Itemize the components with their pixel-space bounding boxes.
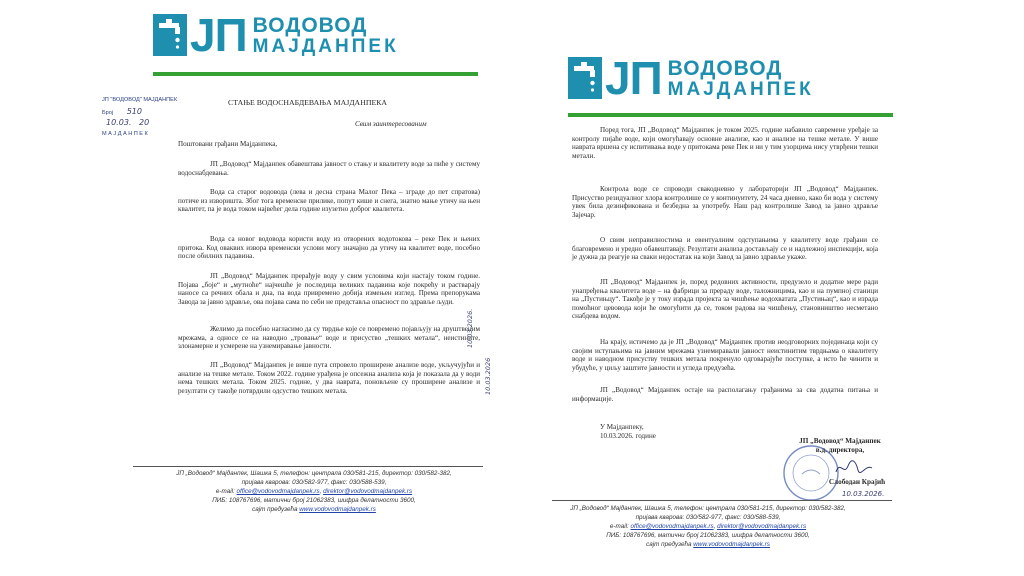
signature-role: в.д. директора,: [815, 445, 865, 454]
stamp-broj-value: 510: [126, 107, 142, 116]
stamp-year-value: 20: [139, 118, 150, 127]
paragraph: ЈП „Водовод“ Мајданпек прерађује воду у свим условима који настају током године. Појава „боје“ и „мутноће“ најчешће је последица великих падавина које покрећу и растварају наносе са речних обала и дна, па вода привремено добија измењен изглед. Према препорукама Завода за јавно здравље, ова појава сама по себи не представља опасност по здравље људи.: [178, 272, 480, 306]
director-email-link[interactable]: direktor@vodovodmajdanpek.rs: [323, 488, 413, 496]
document-title: СТАЊЕ ВОДОСНАБДЕВАЊА МАЈДАНПЕКА: [228, 98, 388, 107]
footer-line: пријава кварова: 030/582-977, факс: 030/588-539,: [635, 514, 781, 522]
footer-site-prefix: сајт предузећа: [646, 541, 694, 549]
stamp-org: ЈП "ВОДОВОД" МАЈДАНПЕК: [102, 97, 178, 103]
signature-block: [782, 437, 898, 454]
document-page-2: [512, 0, 896, 576]
recipients: Свим заинтересованим: [355, 120, 427, 128]
footer-line: пријава кварова: 030/582-977, факс: 030/588-539,: [241, 479, 387, 487]
document-page-1: [102, 0, 500, 576]
paragraph: ЈП „Водовод“ Мајданпек остаје на располагању грађанима за сва додатна питања и информације.: [572, 386, 878, 403]
company-logo: [153, 9, 399, 61]
footer-site-prefix: сајт предузећа: [252, 506, 300, 514]
signatory-name: Слободан Крајић: [828, 478, 886, 486]
paragraph: Вода са новог водовода користи воду из отворених водотокова – реке Пек и њених притока. Код оваквих извора временски услови могу значајно да утичу на квалитет воде, посебно после обилних падавина.: [178, 235, 480, 261]
stamp-date-value: 10.03.: [106, 118, 132, 127]
logo-jp: ЈП: [605, 52, 662, 104]
logo-majdanpek: МАЈДАНПЕК: [667, 78, 814, 100]
logo-vodovod: ВОДОВОД: [667, 56, 783, 80]
paragraph: ЈП „Водовод“ Мајданпек обавештава јавност о стању и квалитету воде за пиће у систему водоснабдевања.: [178, 160, 480, 177]
water-tap-icon: [153, 14, 187, 56]
registry-stamp: [102, 96, 192, 138]
footer: [522, 504, 894, 549]
footer-email-prefix: e-mail:: [609, 523, 631, 531]
office-email-link[interactable]: office@vodovodmajdanpek.rs: [630, 523, 714, 531]
footer-line: ЈП „Водовод“ Мајданпек, Шашка 5, телефон: централа 030/581-215, директор: 030/582-382,: [570, 505, 846, 512]
footer-email-prefix: e-mail:: [215, 488, 237, 496]
footer-line: ПИБ: 108767696, матични број 21062383, шифра делатности 3600,: [212, 497, 416, 505]
footer-divider: [552, 500, 892, 501]
date-line: 10.03.2026. године: [600, 431, 656, 440]
office-email-link[interactable]: office@vodovodmajdanpek.rs: [236, 488, 320, 496]
website-link[interactable]: www.vodovodmajdanpek.rs: [299, 506, 376, 514]
paragraph: О свим неправилностима и евентуалним одступањима у квалитету воде грађани се благовремено и уредно обавештавају. Резултати анализа достављају се и надлежној инспекцији, која је дужна да реагује на сваки недостатак на који Завод за јавно здравље укаже.: [572, 236, 878, 262]
paragraph: На крају, истичемо да је ЈП „Водовод“ Мајданпек против неодговорних појединаца који су својим иступањима на јавним мрежама узнемиравали јавност неистинитим тврдњама о квалитету воде и наводном присуству тешких метала покренуло одговарајуће поступке, а исто ће чинити и убудуће, у циљу заштите јавности и угледа предузећа.: [572, 338, 878, 372]
footer-email-sep: ,: [713, 523, 718, 531]
logo-underline: [568, 113, 893, 117]
footer-email-sep: ,: [319, 488, 324, 496]
director-email-link[interactable]: direktor@vodovodmajdanpek.rs: [717, 523, 807, 531]
signature-org: ЈП „Водовод“ Мајданпек: [799, 437, 881, 445]
logo-vodovod: ВОДОВОД: [252, 13, 368, 37]
paragraph: ЈП „Водовод“ Мајданпек је више пута спровело проширене анализе воде, укључујући и анализе на тешке метале. Током 2022. године урађена је опсежна анализа која је показала да у води нема тешких метала. Током 2025. године, у два наврата, поновљене су проширене анализе и резултати су такође потврдили одсуство тешких метала.: [178, 361, 480, 395]
paragraph: Контрола воде се спроводи свакодневно у лабораторији ЈП „Водовод“ Мајданпек. Присуство резидуалног хлора контролише се у континуитету, 24 часа дневно, како би вода у систему увек била дезинфикована и безбедна за употребу. Наш рад контролише Завод за јавно здравље Зајечар.: [572, 185, 878, 219]
water-tap-icon: [568, 57, 602, 99]
paragraph: Желимо да посебно нагласимо да су тврдње које се повремено појављују на друштвеним мрежама, а односе се на наводно „тровање“ воде и присуство „тешких метала“, неистините, злонамерне и усмерене на узнемиравање јавности.: [178, 325, 480, 351]
paragraph: Вода са старог водовода (лева и десна страна Малог Пека – зграде до пет спратова) потиче из изворишта. Због тога временске прилике, попут кише и снега, знатно мање утичу на њен квалитет, па је вода током највећег дела године изузетно доброг квалитета.: [178, 188, 480, 214]
place-line: У Мајданпеку,: [600, 423, 644, 431]
logo-majdanpek: МАЈДАНПЕК: [252, 35, 399, 57]
footer-line: ПИБ: 108767696, матични број 21062383, шифра делатности 3600,: [606, 532, 810, 540]
greeting: Поштовани грађани Мајданпека,: [178, 140, 278, 148]
footer: [128, 469, 500, 514]
company-logo: [568, 52, 814, 104]
logo-jp: ЈП: [190, 9, 247, 61]
stamp-city: МАЈДАНПЕК: [102, 131, 150, 137]
website-link[interactable]: www.vodovodmajdanpek.rs: [693, 541, 770, 549]
paragraph: Поред тога, ЈП „Водовод“ Мајданпек је током 2025. године набавило савремене уређаје за контролу пијаће воде, који омогућавају основне анализе, као и анализе на тешке метале. У више наврата вршена су испитивања воде у притокама реке Пек и ни у тим узорцима нису утврђени тешки метали.: [572, 126, 878, 160]
margin-note: 10.03.2026: [484, 357, 492, 395]
signed-date: 10.03.2026.: [842, 490, 885, 498]
paragraph: ЈП „Водовод“ Мајданпек је, поред редовних активности, предузело и додатне мере ради унапређења квалитета воде – на фабрици за прераду воде, таложницима, као и на пумпној станици на „Пустињцу“. Такође је у току израда пројекта за чишћење водохватата „Пустињац“, као и израда помоћног цевовода који ће омогућити да се, током радова на чишћењу, становништво несметано снабдева водом.: [572, 278, 878, 321]
logo-underline: [153, 72, 478, 76]
footer-divider: [133, 466, 483, 467]
handwritten-signature: [834, 458, 874, 478]
stamp-broj-label: Број: [102, 110, 114, 116]
place-date: [600, 423, 750, 440]
footer-line: ЈП „Водовод“ Мајданпек, Шашка 5, телефон: централа 030/581-215, директор: 030/582-382,: [176, 470, 452, 477]
margin-note: 10.03.2026.: [466, 308, 474, 348]
